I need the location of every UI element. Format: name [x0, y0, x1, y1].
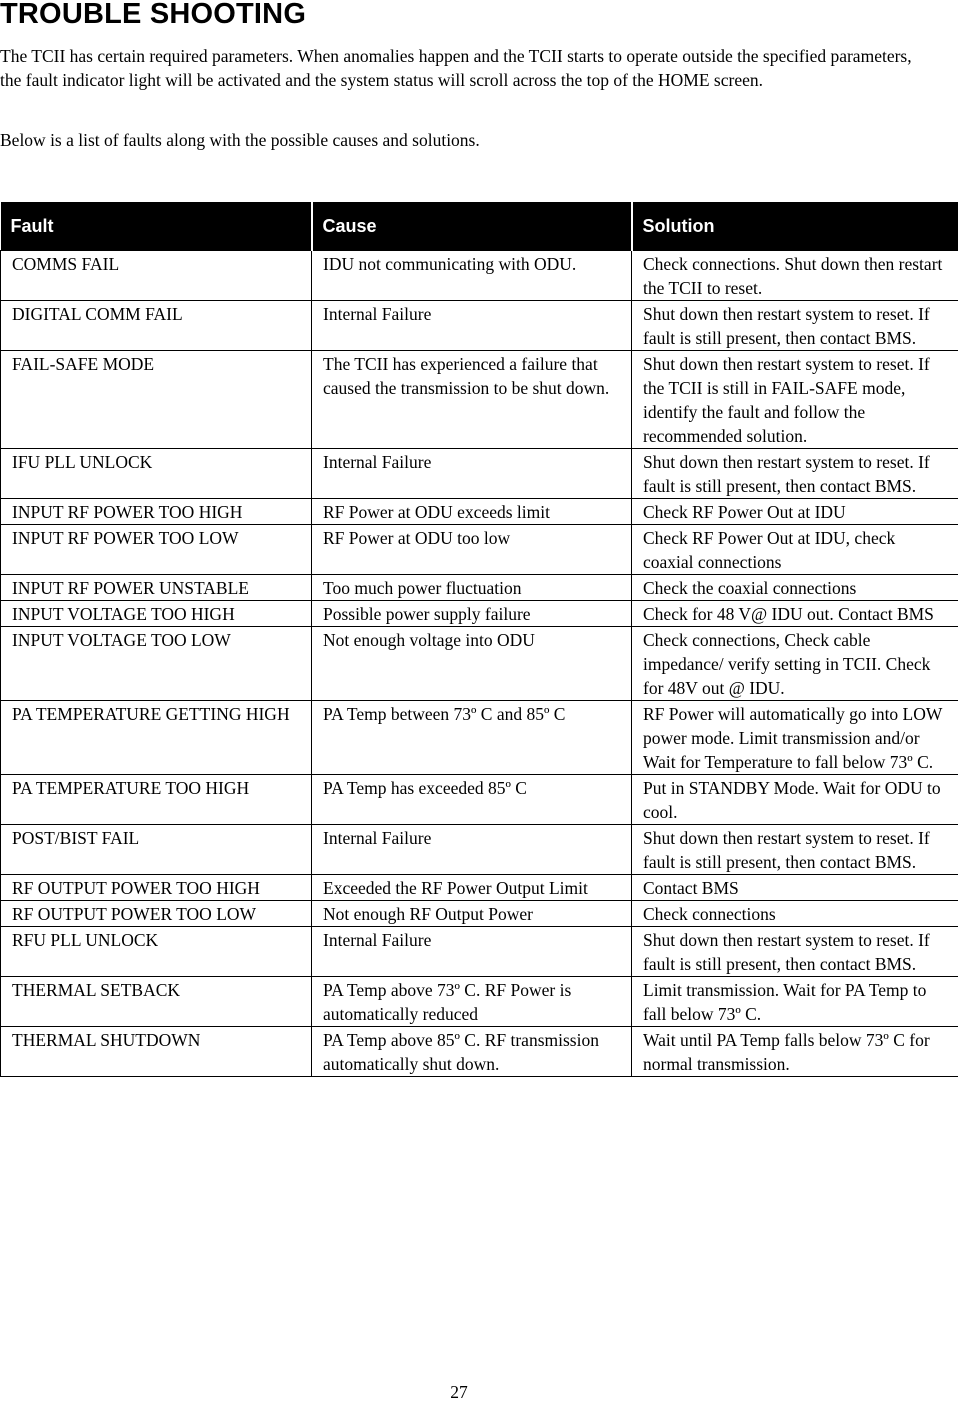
table-row — [1, 874, 958, 900]
fault-cell: INPUT RF POWER UNSTABLE — [1, 574, 312, 600]
cause-cell: Exceeded the RF Power Output Limit — [312, 874, 632, 900]
fault-cell: INPUT RF POWER TOO HIGH — [1, 498, 312, 524]
fault-cell: PA TEMPERATURE TOO HIGH — [1, 774, 312, 824]
cause-cell: Too much power fluctuation — [312, 574, 632, 600]
solution-cell: Check connections, Check cable impedance/ verify setting in TCII. Check for 48V out @ IDU. — [632, 626, 958, 700]
fault-cell: INPUT RF POWER TOO LOW — [1, 524, 312, 574]
cause-cell: Internal Failure — [312, 448, 632, 498]
cause-cell: RF Power at ODU too low — [312, 524, 632, 574]
solution-cell: Shut down then restart system to reset. If fault is still present, then contact BMS. — [632, 824, 958, 874]
table-header-row — [1, 202, 958, 250]
cause-cell: PA Temp has exceeded 85º C — [312, 774, 632, 824]
fault-cell: DIGITAL COMM FAIL — [1, 300, 312, 350]
table-row — [1, 498, 958, 524]
solution-cell: Put in STANDBY Mode. Wait for ODU to cool. — [632, 774, 958, 824]
solution-cell: Limit transmission. Wait for PA Temp to fall below 73º C. — [632, 976, 958, 1026]
table-row — [1, 524, 958, 574]
solution-cell: Shut down then restart system to reset. If the TCII is still in FAIL-SAFE mode, identify the fault and follow the recommended solution. — [632, 350, 958, 448]
cause-cell: PA Temp above 73º C. RF Power is automatically reduced — [312, 976, 632, 1026]
fault-cell: POST/BIST FAIL — [1, 824, 312, 874]
fault-cell: THERMAL SETBACK — [1, 976, 312, 1026]
table-row — [1, 300, 958, 350]
fault-cell: RFU PLL UNLOCK — [1, 926, 312, 976]
fault-cell: COMMS FAIL — [1, 250, 312, 300]
fault-cell: INPUT VOLTAGE TOO HIGH — [1, 600, 312, 626]
table-row — [1, 1026, 958, 1076]
table-row — [1, 574, 958, 600]
header-cause: Cause — [312, 202, 632, 250]
solution-cell: Shut down then restart system to reset. If fault is still present, then contact BMS. — [632, 300, 958, 350]
solution-cell: Check for 48 V@ IDU out. Contact BMS — [632, 600, 958, 626]
solution-cell: Check RF Power Out at IDU, check coaxial connections — [632, 524, 958, 574]
cause-cell: Internal Failure — [312, 926, 632, 976]
table-row — [1, 448, 958, 498]
intro-paragraph: The TCII has certain required parameters. When anomalies happen and the TCII starts to operate outside the specified parameters, the fault indicator light will be activated and the system status will scroll across the top of the HOME screen. — [0, 44, 935, 92]
solution-cell: Contact BMS — [632, 874, 958, 900]
solution-cell: Check the coaxial connections — [632, 574, 958, 600]
solution-cell: Check connections. Shut down then restart the TCII to reset. — [632, 250, 958, 300]
cause-cell: The TCII has experienced a failure that caused the transmission to be shut down. — [312, 350, 632, 448]
header-fault: Fault — [1, 202, 312, 250]
table-row — [1, 926, 958, 976]
fault-cell: FAIL-SAFE MODE — [1, 350, 312, 448]
fault-table — [0, 202, 958, 1077]
cause-cell: Possible power supply failure — [312, 600, 632, 626]
cause-cell: Not enough RF Output Power — [312, 900, 632, 926]
header-solution: Solution — [632, 202, 958, 250]
fault-cell: PA TEMPERATURE GETTING HIGH — [1, 700, 312, 774]
table-row — [1, 250, 958, 300]
cause-cell: Internal Failure — [312, 824, 632, 874]
solution-cell: Shut down then restart system to reset. If fault is still present, then contact BMS. — [632, 926, 958, 976]
fault-cell: RF OUTPUT POWER TOO LOW — [1, 900, 312, 926]
fault-cell: RF OUTPUT POWER TOO HIGH — [1, 874, 312, 900]
table-row — [1, 626, 958, 700]
solution-cell: RF Power will automatically go into LOW power mode. Limit transmission and/or Wait for Temperature to fall below 73º C. — [632, 700, 958, 774]
cause-cell: Not enough voltage into ODU — [312, 626, 632, 700]
cause-cell: Internal Failure — [312, 300, 632, 350]
cause-cell: PA Temp between 73º C and 85º C — [312, 700, 632, 774]
solution-cell: Shut down then restart system to reset. If fault is still present, then contact BMS. — [632, 448, 958, 498]
fault-table-body — [1, 250, 958, 1076]
page-title: TROUBLE SHOOTING — [0, 0, 306, 32]
solution-cell: Check RF Power Out at IDU — [632, 498, 958, 524]
table-row — [1, 824, 958, 874]
table-row — [1, 600, 958, 626]
table-row — [1, 976, 958, 1026]
table-row — [1, 700, 958, 774]
fault-cell: THERMAL SHUTDOWN — [1, 1026, 312, 1076]
cause-cell: RF Power at ODU exceeds limit — [312, 498, 632, 524]
table-row — [1, 900, 958, 926]
fault-cell: INPUT VOLTAGE TOO LOW — [1, 626, 312, 700]
cause-cell: PA Temp above 85º C. RF transmission automatically shut down. — [312, 1026, 632, 1076]
solution-cell: Check connections — [632, 900, 958, 926]
cause-cell: IDU not communicating with ODU. — [312, 250, 632, 300]
intro-paragraph-2: Below is a list of faults along with the possible causes and solutions. — [0, 128, 935, 152]
table-row — [1, 350, 958, 448]
solution-cell: Wait until PA Temp falls below 73º C for normal transmission. — [632, 1026, 958, 1076]
fault-cell: IFU PLL UNLOCK — [1, 448, 312, 498]
page-number: 27 — [0, 1381, 918, 1403]
table-row — [1, 774, 958, 824]
